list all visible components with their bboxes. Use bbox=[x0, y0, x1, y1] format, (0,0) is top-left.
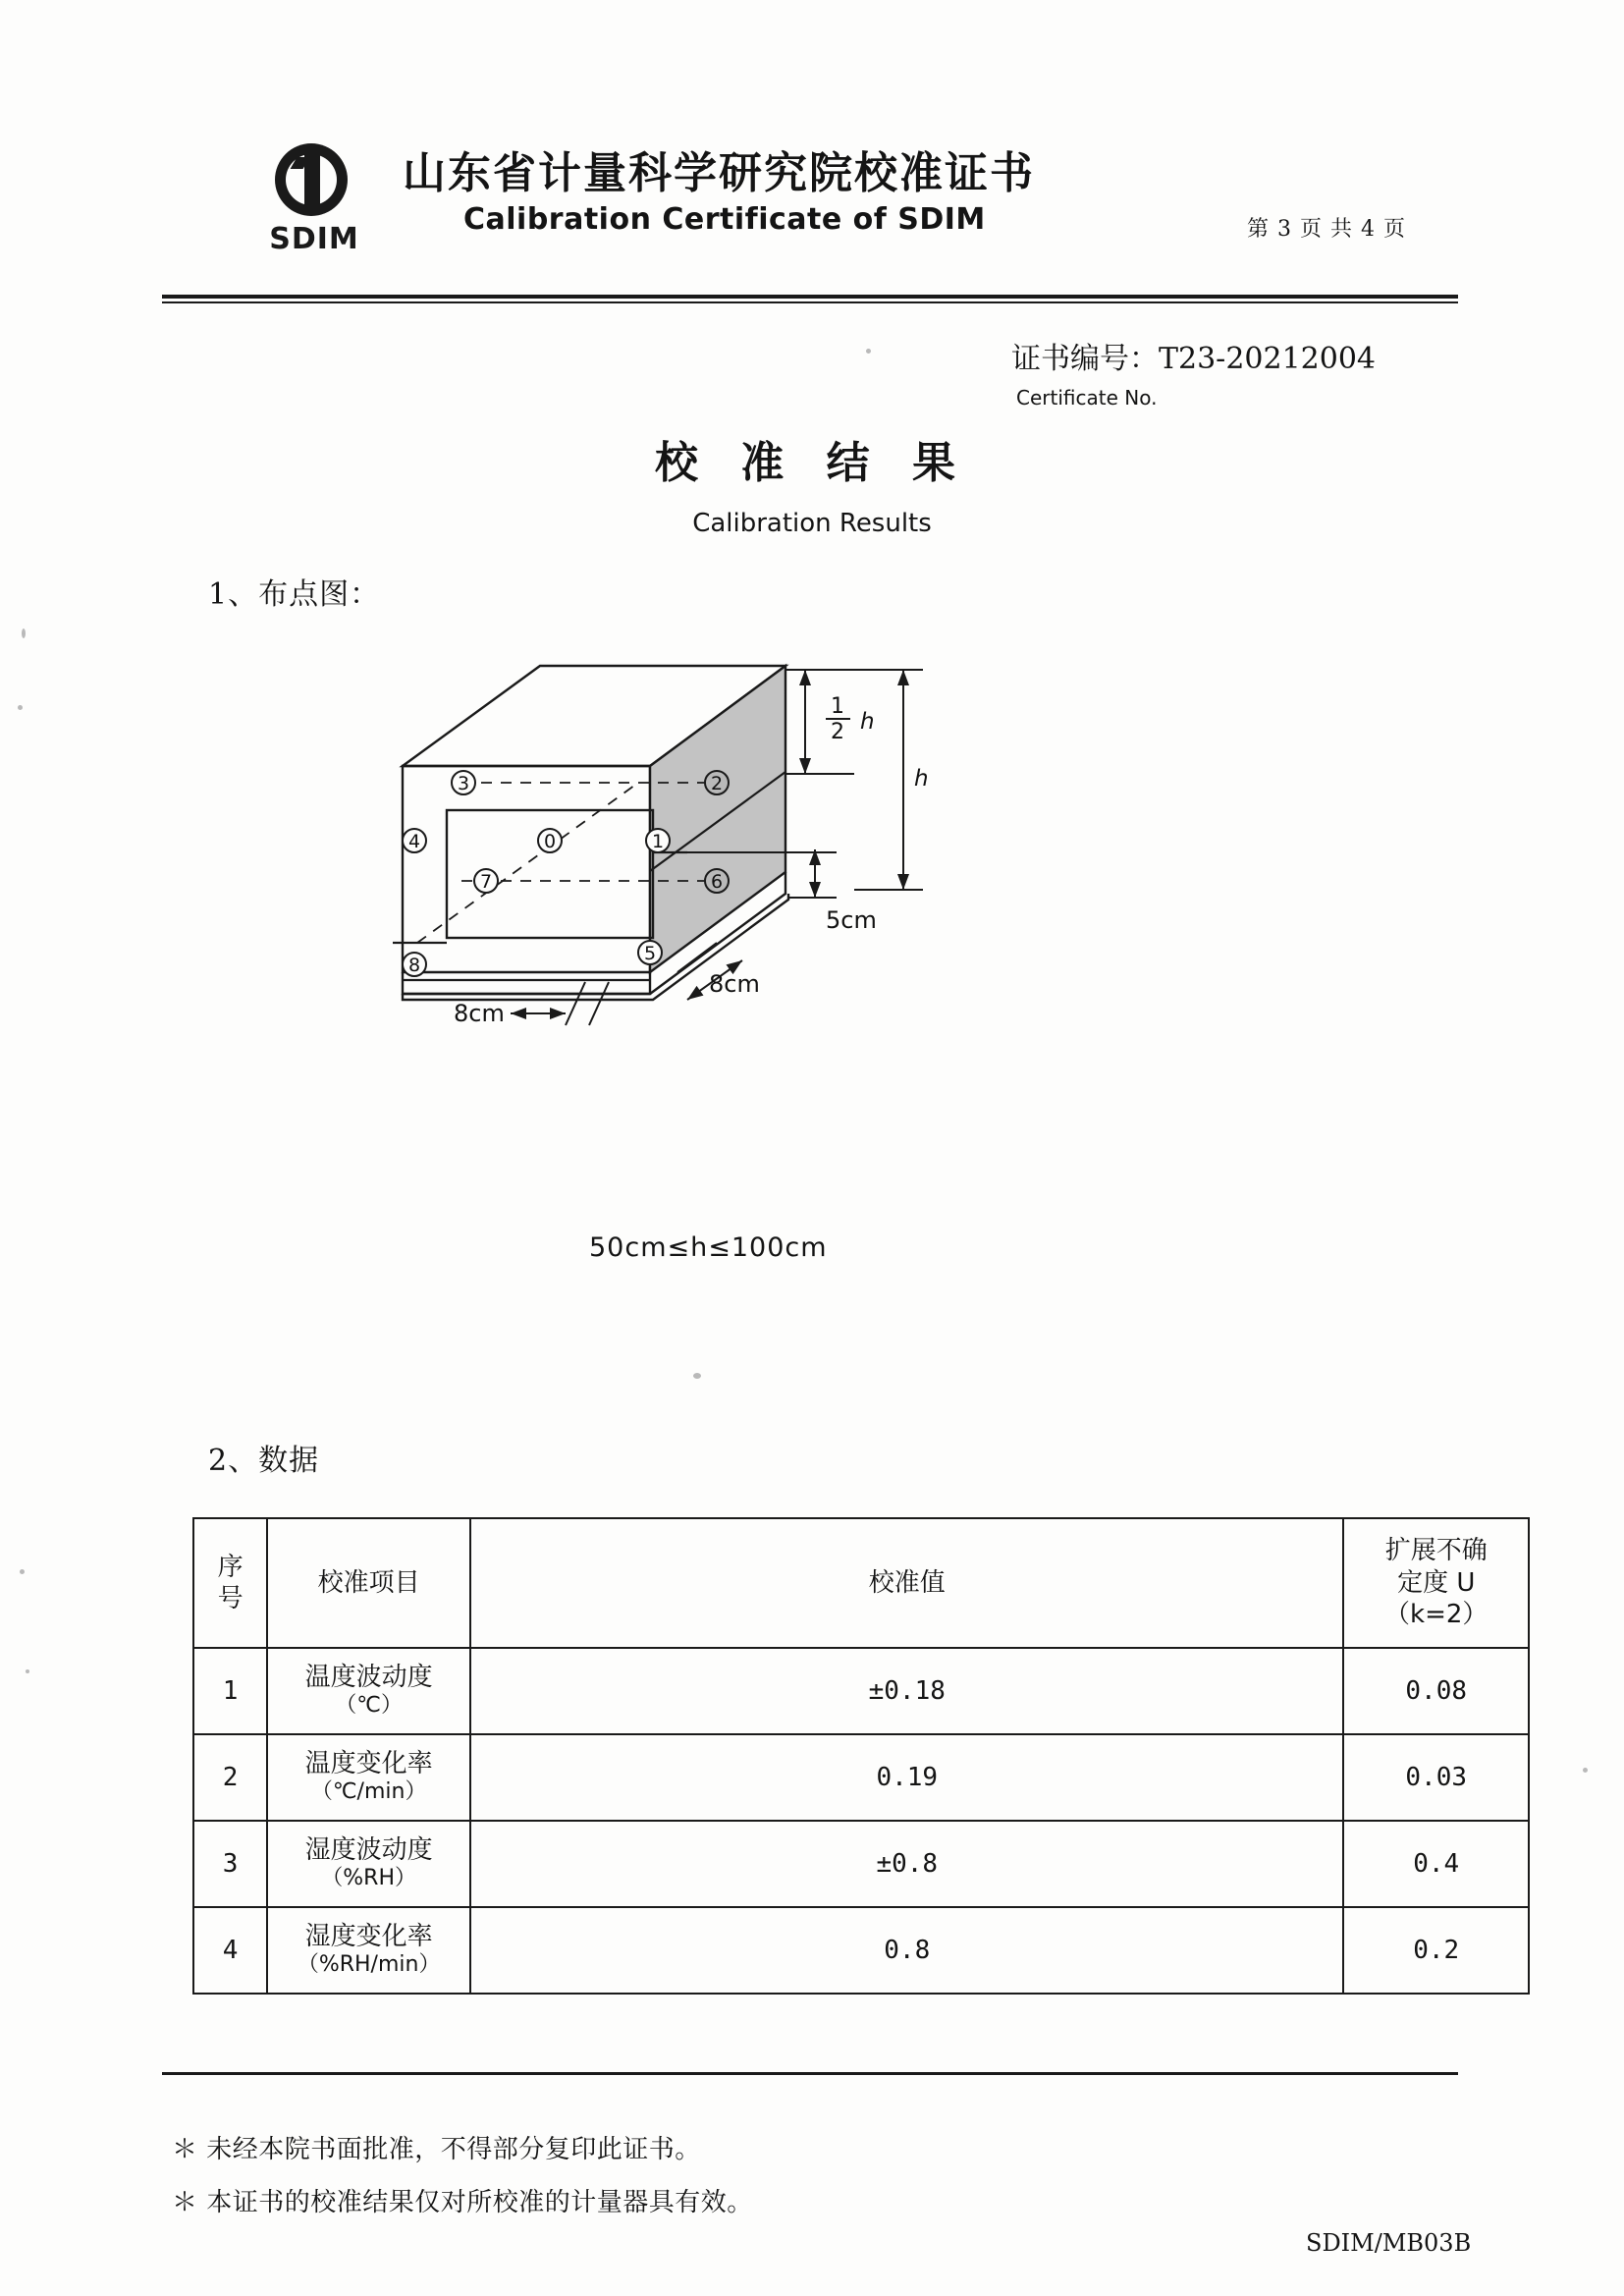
svg-text:h: h bbox=[914, 766, 929, 792]
scan-speck bbox=[1583, 1768, 1588, 1773]
svg-text:2: 2 bbox=[710, 773, 724, 794]
scan-speck bbox=[18, 705, 23, 710]
header-divider bbox=[162, 295, 1458, 303]
svg-text:7: 7 bbox=[479, 871, 493, 893]
certificate-title-en: Calibration Certificate of SDIM bbox=[463, 202, 986, 237]
svg-text:5: 5 bbox=[643, 943, 657, 964]
table-row bbox=[193, 1734, 1529, 1821]
row-uncertainty: 0.03 bbox=[1343, 1734, 1529, 1821]
svg-text:5cm: 5cm bbox=[826, 906, 877, 934]
sdim-logo-mark bbox=[261, 143, 367, 234]
page-title-en: Calibration Results bbox=[692, 509, 932, 538]
section-1-heading: 1、布点图： bbox=[208, 577, 381, 612]
column-header-uncertainty bbox=[1343, 1518, 1529, 1648]
svg-text:6: 6 bbox=[710, 871, 724, 893]
column-header-no-line1: 序 bbox=[217, 1552, 244, 1582]
row-value: ±0.18 bbox=[470, 1648, 1343, 1734]
row-no: 3 bbox=[193, 1821, 267, 1907]
svg-text:3: 3 bbox=[457, 773, 470, 794]
row-no: 4 bbox=[193, 1907, 267, 1994]
footer-note-1: ＊ 未经本院书面批准，不得部分复印此证书。 bbox=[172, 2135, 701, 2164]
page-title: 校 准 结 果 bbox=[655, 438, 969, 488]
page-indicator: 第 3 页 共 4 页 bbox=[1247, 217, 1406, 242]
row-item-line2: （%RH/min） bbox=[297, 1952, 441, 1978]
form-code: SDIM/MB03B bbox=[1306, 2229, 1472, 2257]
uncertainty-line2: 定度 U bbox=[1397, 1567, 1476, 1598]
row-item-line1: 湿度变化率 bbox=[304, 1922, 433, 1952]
sensor-layout-diagram bbox=[393, 648, 1257, 1257]
diagram-dimension-caption: 50cm≤h≤100cm bbox=[589, 1232, 828, 1263]
sdim-logo bbox=[253, 143, 381, 271]
section-2-heading: 2、数据 bbox=[208, 1444, 320, 1478]
svg-text:8: 8 bbox=[407, 955, 421, 976]
svg-text:1: 1 bbox=[651, 831, 665, 852]
uncertainty-line1: 扩展不确 bbox=[1384, 1536, 1488, 1566]
row-item bbox=[267, 1821, 470, 1907]
row-value: 0.8 bbox=[470, 1907, 1343, 1994]
table-header-row bbox=[193, 1518, 1529, 1648]
row-item bbox=[267, 1734, 470, 1821]
uncertainty-line3: （k=2） bbox=[1384, 1600, 1489, 1630]
calibration-results-table bbox=[192, 1517, 1530, 1995]
table-row bbox=[193, 1907, 1529, 1994]
certificate-number-label-en: Certificate No. bbox=[1016, 386, 1158, 410]
row-item-line1: 温度变化率 bbox=[304, 1749, 433, 1779]
footer-divider bbox=[162, 2072, 1458, 2075]
certificate-number-line bbox=[1011, 334, 1376, 377]
sdim-logo-text: SDIM bbox=[269, 222, 359, 256]
svg-text:2: 2 bbox=[831, 720, 844, 744]
column-header-value: 校准值 bbox=[470, 1518, 1343, 1648]
certificate-title-cn: 山东省计量科学研究院校准证书 bbox=[403, 148, 1035, 198]
svg-text:1: 1 bbox=[831, 694, 844, 719]
row-item-line1: 温度波动度 bbox=[304, 1663, 433, 1693]
row-no: 1 bbox=[193, 1648, 267, 1734]
row-item-line2: （℃/min） bbox=[310, 1779, 427, 1805]
svg-text:4: 4 bbox=[407, 831, 421, 852]
column-header-no-line2: 号 bbox=[217, 1584, 244, 1613]
svg-text:8cm: 8cm bbox=[454, 1000, 505, 1027]
row-value: 0.19 bbox=[470, 1734, 1343, 1821]
row-item bbox=[267, 1648, 470, 1734]
column-header-no bbox=[193, 1518, 267, 1648]
scan-speck bbox=[20, 1569, 25, 1574]
document-header bbox=[236, 137, 1453, 295]
scan-speck bbox=[26, 1669, 29, 1673]
row-value: ±0.8 bbox=[470, 1821, 1343, 1907]
svg-text:8cm: 8cm bbox=[709, 970, 760, 998]
scan-speck bbox=[693, 1373, 701, 1379]
row-uncertainty: 0.4 bbox=[1343, 1821, 1529, 1907]
scan-speck bbox=[866, 349, 871, 354]
column-header-item: 校准项目 bbox=[267, 1518, 470, 1648]
table-row bbox=[193, 1821, 1529, 1907]
svg-text:0: 0 bbox=[543, 831, 557, 852]
scan-speck bbox=[22, 629, 26, 638]
row-uncertainty: 0.08 bbox=[1343, 1648, 1529, 1734]
row-item-line2: （%RH） bbox=[321, 1866, 417, 1891]
row-item bbox=[267, 1907, 470, 1994]
certificate-number-value: T23-20212004 bbox=[1159, 342, 1377, 376]
row-item-line1: 湿度波动度 bbox=[304, 1835, 433, 1866]
row-no: 2 bbox=[193, 1734, 267, 1821]
row-uncertainty: 0.2 bbox=[1343, 1907, 1529, 1994]
certificate-number-label: 证书编号： bbox=[1011, 342, 1159, 376]
svg-text:h: h bbox=[860, 709, 875, 735]
row-item-line2: （℃） bbox=[335, 1693, 403, 1719]
table-row bbox=[193, 1648, 1529, 1734]
footer-note-2: ＊ 本证书的校准结果仅对所校准的计量器具有效。 bbox=[172, 2188, 753, 2217]
